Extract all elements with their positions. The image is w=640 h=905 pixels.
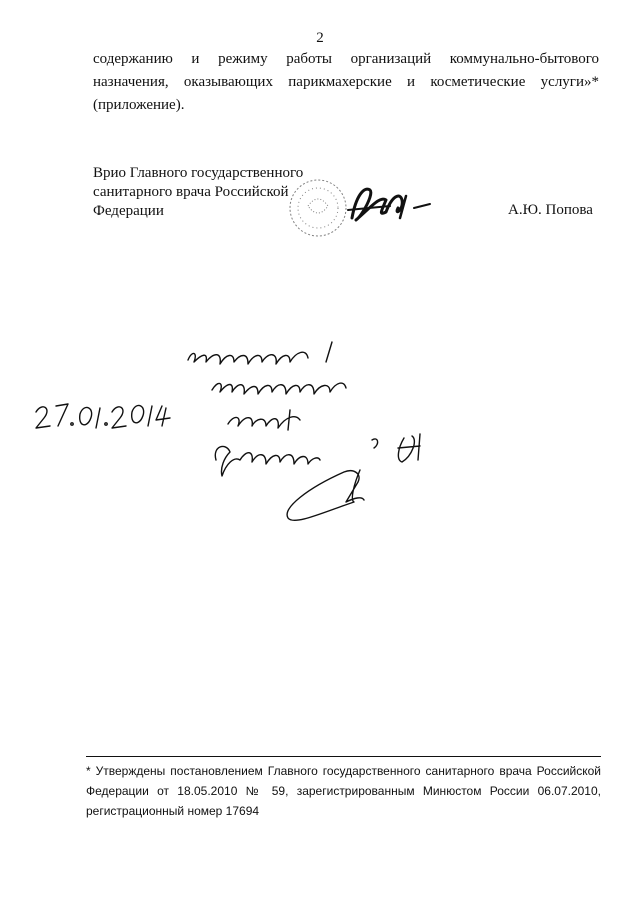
handwritten-resolution — [20, 320, 460, 530]
signatory-title-line: Врио Главного государственного — [93, 165, 304, 181]
handwritten-line-4 — [215, 434, 420, 476]
footnote-line: Федерации от 18.05.2010 № 59, зарегистрированным Минюстом России 06.07.2010, — [86, 784, 601, 798]
signatory-title-line: Федерации — [93, 203, 164, 219]
handwritten-line-1 — [188, 342, 332, 364]
signatory-title-line: санитарного врача Российской — [93, 184, 289, 200]
footnote-line: * Утверждены постановлением Главного государственного санитарного врача Российской — [86, 764, 601, 778]
body-text-line: назначения, оказывающих парикмахерские и косметические услуги»* — [93, 74, 599, 90]
signature-icon — [348, 189, 430, 220]
handwritten-line-2 — [212, 383, 346, 394]
body-text-line: (приложение). — [93, 97, 185, 113]
handwritten-initials — [287, 470, 364, 520]
signatory-title — [93, 164, 303, 221]
footnote-line: регистрационный номер 17694 — [86, 804, 260, 818]
handwritten-line-3 — [228, 410, 300, 430]
page-number: 2 — [316, 30, 324, 46]
handwritten-date — [36, 404, 170, 428]
official-stamp-icon — [290, 180, 346, 236]
footnote — [86, 761, 601, 821]
body-text — [93, 48, 599, 117]
stamp-and-signature — [282, 166, 462, 250]
footnote-divider — [86, 756, 601, 757]
body-text-line: содержанию и режиму работы организаций коммунально-бытового — [93, 51, 599, 67]
signer-name: А.Ю. Попова — [508, 202, 593, 218]
